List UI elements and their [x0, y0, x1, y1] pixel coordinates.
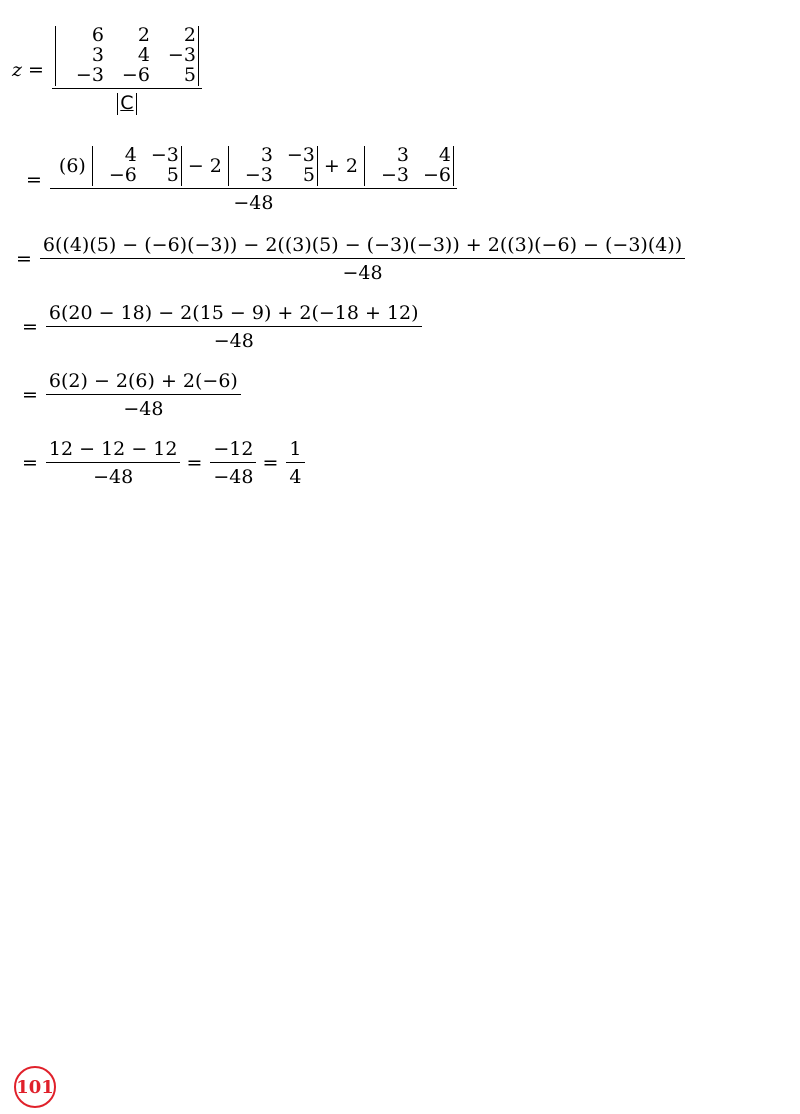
- matrix-entry: 3: [396, 144, 409, 166]
- matrix-entry: −3: [286, 144, 315, 166]
- operator: − 2: [187, 154, 222, 177]
- equals-sign: =: [22, 384, 38, 406]
- equals-sign: =: [22, 316, 38, 338]
- numerator: 6((4)(5) − (−6)(−3)) − 2((3)(5) − (−3)(−3)) + 2((3)(−6) − (−3)(4)): [40, 234, 685, 259]
- matrix-entry: 2: [183, 24, 196, 46]
- matrix-entry: 6: [91, 24, 104, 46]
- determinant-2x2: [92, 146, 182, 186]
- page-number: 101: [16, 1076, 54, 1098]
- matrix-entry: −6: [108, 163, 137, 186]
- matrix-entry: 5: [183, 63, 196, 86]
- matrix-entry: 4: [137, 43, 150, 66]
- denominator: 4: [289, 466, 302, 488]
- matrix-entry: −3: [150, 144, 179, 166]
- step-5: [22, 370, 241, 420]
- matrix-entry: −3: [75, 63, 104, 86]
- matrix-entry: 3: [260, 144, 273, 166]
- matrix-entry: 3: [91, 43, 104, 66]
- fraction: [46, 302, 422, 352]
- step-2: [26, 146, 457, 214]
- matrix-entry: −3: [167, 43, 196, 66]
- equals-sign: =: [16, 248, 32, 270]
- fraction: [40, 234, 685, 284]
- page-number-badge: [14, 1066, 56, 1108]
- numerator: 6(20 − 18) − 2(15 − 9) + 2(−18 + 12): [46, 302, 422, 327]
- equals-sign: =: [26, 168, 42, 191]
- fraction: [50, 146, 457, 214]
- denominator: −48: [123, 398, 164, 420]
- matrix-entry: 5: [302, 163, 315, 186]
- determinant-3x3: [55, 26, 199, 86]
- step-6: [22, 438, 305, 488]
- coefficient: (6): [58, 154, 86, 177]
- denominator: −48: [93, 466, 134, 488]
- step-1: [12, 26, 202, 115]
- matrix-entry: 4: [124, 144, 137, 166]
- numerator: [52, 26, 202, 89]
- operator: + 2: [323, 154, 358, 177]
- fraction: [46, 370, 241, 420]
- matrix-entry: −3: [244, 163, 273, 186]
- numerator: −12: [210, 438, 256, 463]
- determinant-2x2: [228, 146, 318, 186]
- denominator: −48: [342, 262, 383, 284]
- step-4: [22, 302, 422, 352]
- fraction: [286, 438, 304, 488]
- equals-sign: =: [186, 452, 203, 474]
- numerator: [50, 146, 457, 189]
- matrix-entry: 5: [166, 163, 179, 186]
- matrix-entry: 2: [137, 24, 150, 46]
- equals-sign: =: [22, 452, 38, 474]
- matrix-entry: −6: [121, 63, 150, 86]
- fraction: [210, 438, 256, 488]
- matrix-entry: −3: [380, 163, 409, 186]
- step-3: [16, 234, 685, 284]
- denominator: −48: [233, 191, 274, 214]
- denominator: −48: [213, 330, 254, 352]
- numerator: 6(2) − 2(6) + 2(−6): [46, 370, 241, 395]
- determinant-2x2: [364, 146, 454, 186]
- fraction: [46, 438, 181, 488]
- denominator: −48: [213, 466, 254, 488]
- equals-sign: =: [262, 452, 279, 474]
- numerator: 1: [286, 438, 304, 463]
- numerator: 12 − 12 − 12: [46, 438, 181, 463]
- matrix-entry: 4: [438, 144, 451, 166]
- variable-z: z: [12, 59, 23, 82]
- matrix-c-label: C: [120, 91, 134, 114]
- determinant-c: [117, 93, 136, 115]
- matrix-entry: −6: [422, 163, 451, 186]
- denominator: [117, 89, 136, 115]
- equals-sign: =: [28, 59, 44, 82]
- fraction: [52, 26, 202, 115]
